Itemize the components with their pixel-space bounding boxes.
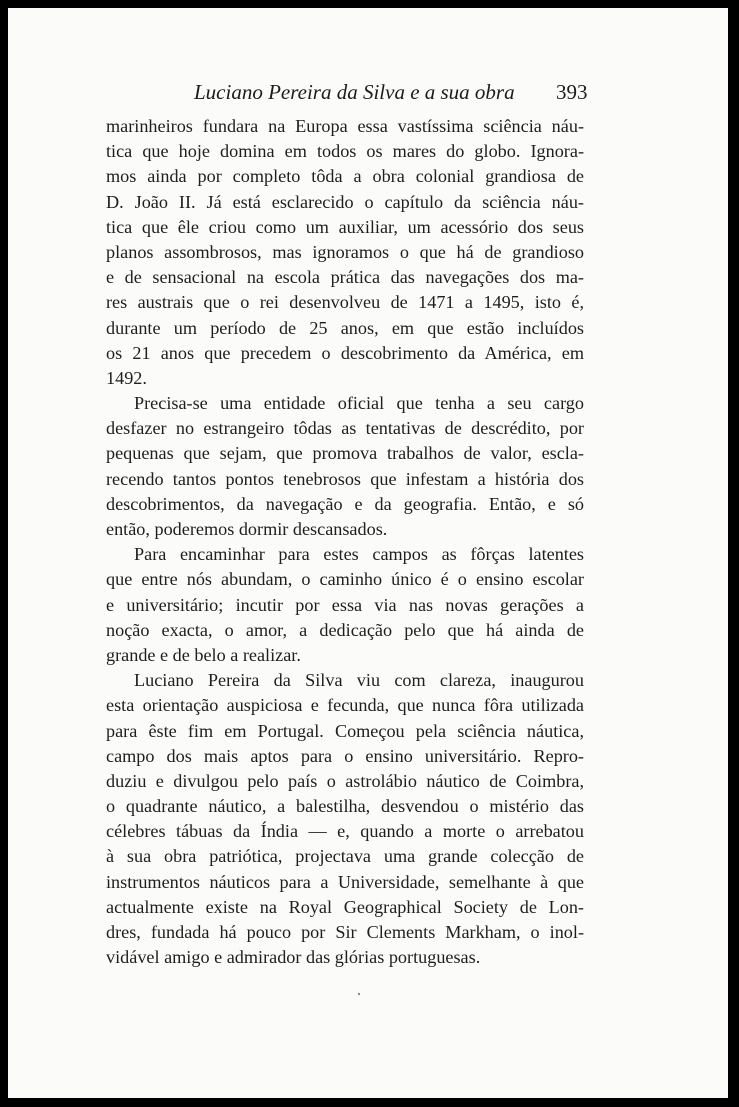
text-line: res austrais que o rei desenvolveu de 1471 a 1495, isto é,: [106, 292, 584, 313]
text-line: à sua obra patriótica, projectava uma grande colecção de: [106, 846, 584, 867]
paragraph-1: [106, 114, 584, 391]
text-line: tica que êle criou como um auxiliar, um acessório dos seus: [106, 216, 584, 237]
text-line: marinheiros fundara na Europa essa vastíssima sciência náu-: [106, 116, 584, 136]
text-line: duziu e divulgou pelo país o astrolábio náutico de Coimbra,: [106, 770, 584, 791]
text-line: planos assombrosos, mas ignoramos o que há de grandioso: [106, 241, 584, 262]
text-line: campo dos mais aptos para o ensino universitário. Repro-: [106, 745, 584, 766]
text-line: actualmente existe na Royal Geographical Society de Lon-: [106, 896, 584, 917]
body-text: [106, 114, 584, 970]
text-line: durante um período de 25 anos, em que estão incluídos: [106, 317, 584, 338]
text-line: tica que hoje domina em todos os mares do globo. Ignora-: [106, 141, 584, 162]
text-line: 1492.: [106, 367, 147, 388]
text-line: Luciano Pereira da Silva viu com clareza, inaugurou: [134, 670, 584, 691]
text-line: para êste fim em Portugal. Começou pela sciência náutica,: [106, 720, 584, 741]
text-line: dres, fundada há pouco por Sir Clements Markham, o inol-: [106, 922, 584, 942]
text-line: recendo tantos pontos tenebrosos que infestam a história dos: [106, 468, 584, 489]
text-line: vidável amigo e admirador das glórias portuguesas.: [106, 947, 481, 968]
text-line: célebres tábuas da Índia — e, quando a morte o arrebatou: [106, 821, 584, 842]
running-title: Luciano Pereira da Silva e a sua obra: [194, 80, 515, 104]
page-header: [8, 78, 728, 108]
text-line: Precisa-se uma entidade oficial que tenha a seu cargo: [134, 393, 584, 414]
paragraph-4: [106, 668, 584, 970]
text-line: mos ainda por completo tôda a obra colonial grandiosa de: [106, 166, 584, 187]
paper-speck: [358, 993, 360, 995]
paragraph-2: [106, 391, 584, 542]
text-line: que entre nós abundam, o caminho único é o ensino escolar: [106, 569, 584, 590]
text-line: D. João II. Já está esclarecido o capítulo da sciência náu-: [106, 191, 584, 212]
text-line: o quadrante náutico, a balestilha, desvendou o mistério das: [106, 796, 584, 817]
page-number: 393: [556, 80, 588, 104]
text-line: descobrimentos, da navegação e da geografia. Então, e só: [106, 493, 584, 514]
text-line: Para encaminhar para estes campos as fôrças latentes: [134, 544, 584, 565]
text-line: então, poderemos dormir descansados.: [106, 519, 388, 539]
text-line: instrumentos náuticos para a Universidade, semelhante à que: [106, 871, 584, 892]
text-line: e de sensacional na escola prática das navegações dos ma-: [106, 267, 584, 288]
book-page: [8, 8, 728, 1098]
text-line: grande e de belo a realizar.: [106, 644, 301, 665]
text-line: pequenas que sejam, que promova trabalhos de valor, escla-: [106, 443, 584, 464]
text-line: os 21 anos que precedem o descobrimento da América, em: [106, 342, 584, 363]
text-line: desfazer no estrangeiro tôdas as tentativas de descrédito, por: [106, 418, 584, 439]
text-line: esta orientação auspiciosa e fecunda, que nunca fôra utilizada: [106, 695, 584, 716]
paragraph-3: [106, 542, 584, 668]
text-line: e universitário; incutir por essa via nas novas gerações a: [106, 594, 584, 615]
text-line: noção exacta, o amor, a dedicação pelo que há ainda de: [106, 619, 584, 640]
